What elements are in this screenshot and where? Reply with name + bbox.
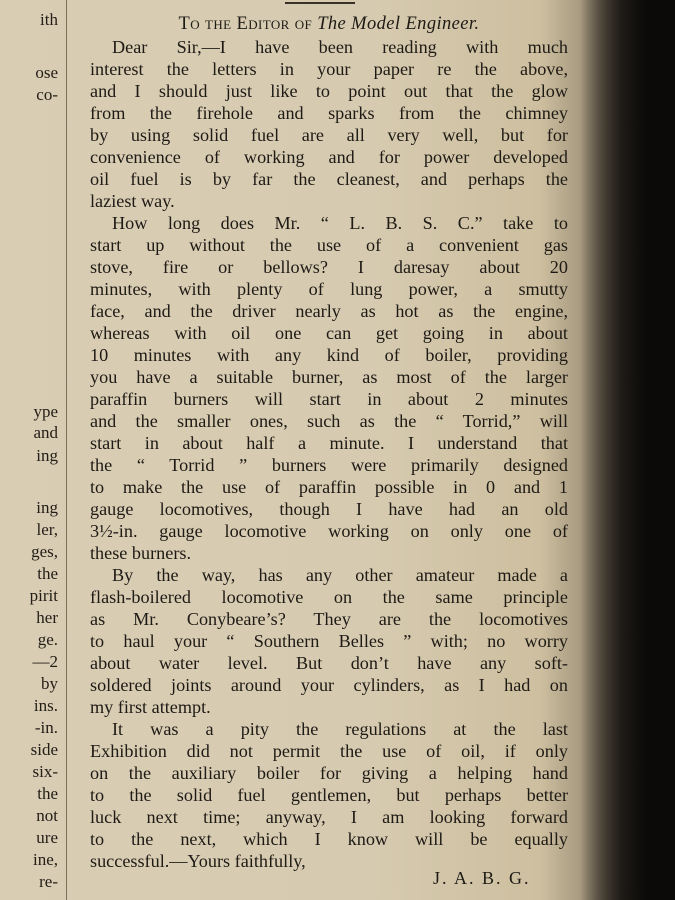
text-line: by using solid fuel are all very well, but for [90,125,568,145]
text-line: minutes, with plenty of lung power, a smutty [90,279,568,299]
left-fragment: ing [36,446,58,465]
binding-shadow [580,0,675,900]
text-line: about water level. But don’t have any soft- [90,653,568,673]
text-line: soldered joints around your cylinders, as I had on [90,675,568,695]
text-line: and I should just like to point out that the glow [90,81,568,101]
text-line: to haul your “ Southern Belles ” with; no worry [90,631,568,651]
text-line: It was a pity the regulations at the last [112,719,568,739]
letter-paragraph [90,718,568,872]
text-line: whereas with oil one can get going in about [90,323,568,343]
left-fragment: ith [40,10,58,29]
left-fragment: and [33,423,58,442]
text-line: successful.—Yours faithfully, [90,851,306,871]
left-fragment: ose [35,63,58,82]
left-fragment: six- [32,762,58,781]
left-fragment: ges, [31,542,58,561]
left-fragment: by [41,674,58,693]
left-fragment: her [36,608,58,627]
letter-column [90,12,568,872]
text-line: as Mr. Conybeare’s? They are the locomotives [90,609,568,629]
text-line: face, and the driver nearly as hot as the engine, [90,301,568,321]
text-line: Exhibition did not permit the use of oil, if only [90,741,568,761]
text-line: start up without the use of a convenient gas [90,235,568,255]
signature: J. A. B. G. [433,868,531,888]
text-line: start in about half a minute. I understand that [90,433,568,453]
text-line: flash-boilered locomotive on the same principle [90,587,568,607]
letter-paragraph [90,212,568,564]
text-line: Dear Sir,—I have been reading with much [112,37,568,57]
letter-body [90,36,568,872]
text-line: to the next, which I know will be equally [90,829,568,849]
letter-paragraph [90,564,568,718]
text-line: paraffin burners will start in about 2 minutes [90,389,568,409]
left-fragment: ure [36,828,58,847]
text-line: my first attempt. [90,697,211,717]
text-line: on the auxiliary boiler for giving a helping hand [90,763,568,783]
text-line: interest the letters in your paper re the above, [90,59,568,79]
text-line: oil fuel is by far the cleanest, and perhaps the [90,169,568,189]
text-line: 10 minutes with any kind of boiler, providing [90,345,568,365]
letter-heading [90,12,568,36]
text-line: to make the use of paraffin possible in 0 and 1 [90,477,568,497]
left-fragment: —2 [32,652,58,671]
left-column-fragments [0,0,62,900]
left-fragment: ins. [33,696,58,715]
left-fragment: the [37,784,58,803]
text-line: the “ Torrid ” burners were primarily designed [90,455,568,475]
left-fragment: ge. [37,630,58,649]
text-line: convenience of working and for power developed [90,147,568,167]
left-fragment: -in. [34,718,58,737]
left-fragment: ine, [32,850,58,869]
text-line: luck next time; anyway, I am looking forward [90,807,568,827]
text-line: gauge locomotives, though I have had an old [90,499,568,519]
text-line: stove, fire or bellows? I daresay about 20 [90,257,568,277]
left-fragment: ype [33,402,58,421]
left-fragment: ing [36,498,58,517]
publication-name: The Model Engineer. [317,14,480,34]
heading-prefix: To the Editor of [178,14,313,34]
text-line: and the smaller ones, such as the “ Torrid,” will [90,411,568,431]
text-line: How long does Mr. “ L. B. S. C.” take to [112,213,568,233]
text-line: you have a suitable burner, as most of the larger [90,367,568,387]
left-fragment: side [30,740,58,759]
text-line: 3½-in. gauge locomotive working on only one of [90,521,568,541]
top-rule [285,2,355,4]
text-line: to the solid fuel gentlemen, but perhaps better [90,785,568,805]
text-line: from the firehole and sparks from the chimney [90,103,568,123]
column-divider [66,0,67,900]
left-fragment: pirit [29,586,58,605]
left-fragment: the [37,564,58,583]
left-fragment: not [36,806,58,825]
left-fragment: co- [36,85,58,104]
text-line: these burners. [90,543,192,563]
letter-paragraph [90,36,568,212]
left-fragment: re- [39,872,58,891]
text-line: laziest way. [90,191,175,211]
text-line: By the way, has any other amateur made a [112,565,568,585]
left-fragment: ler, [36,520,58,539]
